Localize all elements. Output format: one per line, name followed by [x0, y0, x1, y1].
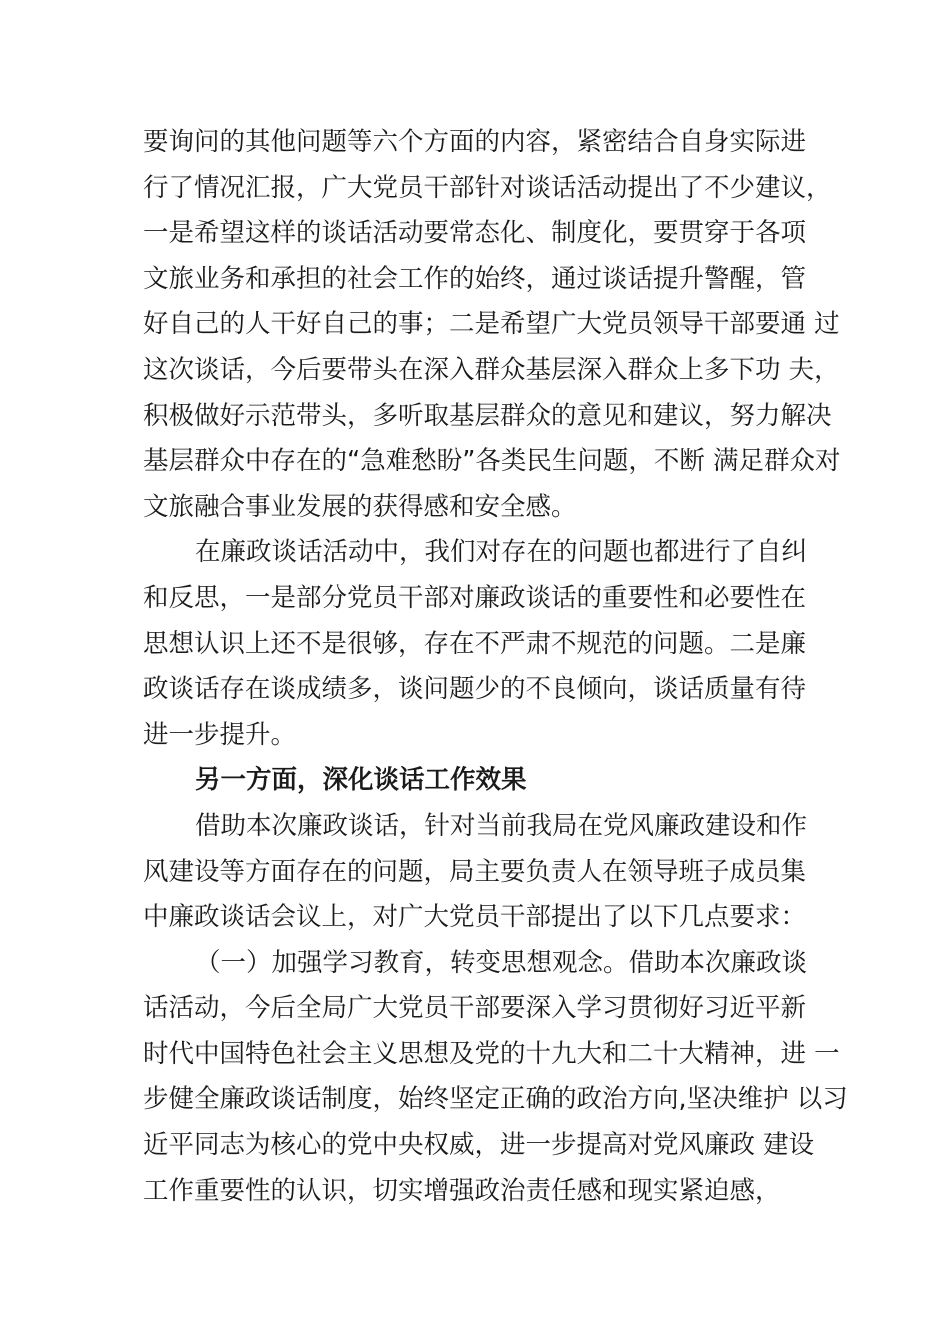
text-line: 一是希望这样的谈话活动要常态化、制度化，要贯穿于各项 [143, 218, 807, 249]
text-line: 政谈话存在谈成绩多，谈问题少的不良倾向，谈话质量有待 [143, 674, 807, 705]
text-line: 文旅融合事业发展的获得感和安全感。 [143, 491, 577, 522]
paragraph-first-line: （一）加强学习教育，转变思想观念。借助本次廉政谈 [195, 947, 808, 978]
text-line: 风建设等方面存在的问题，局主要负责人在领导班子成员集 [143, 856, 807, 887]
section-heading: 另一方面，深化谈话工作效果 [195, 765, 527, 796]
text-line: 时代中国特色社会主义思想及党的十九大和二十大精神，进 一 [143, 1038, 840, 1069]
text-line: 进一步提升。 [143, 719, 297, 750]
text-line: 文旅业务和承担的社会工作的始终，通过谈话提升警醒，管 [143, 263, 807, 294]
text-line: 近平同志为核心的党中央权威，进一步提高对党风廉政 建设 [143, 1130, 815, 1161]
text-line: 好自己的人干好自己的事；二是希望广大党员领导干部要通 过 [143, 309, 840, 340]
text-line: 思想认识上还不是很够，存在不严肃不规范的问题。二是廉 [143, 628, 807, 659]
text-line: 工作重要性的认识，切实增强政治责任感和现实紧迫感， [143, 1175, 781, 1206]
text-line: 步健全廉政谈话制度，始终坚定正确的政治方向,坚决维护 以习 [143, 1084, 848, 1115]
text-line: 积极做好示范带头，多听取基层群众的意见和建议，努力解决 [143, 400, 832, 431]
document-body [143, 120, 848, 1214]
text-line: 话活动，今后全局广大党员干部要深入学习贯彻好习近平新 [143, 993, 807, 1024]
text-line: 和反思，一是部分党员干部对廉政谈话的重要性和必要性在 [143, 582, 807, 613]
paragraph-first-line: 在廉政谈话活动中，我们对存在的问题也都进行了自纠 [195, 537, 808, 568]
text-line: 要询问的其他问题等六个方面的内容，紧密结合自身实际进 [143, 127, 807, 157]
text-line: 中廉政谈话会议上，对广大党员干部提出了以下几点要求： [143, 902, 807, 933]
paragraph-first-line: 借助本次廉政谈话，针对当前我局在党风廉政建设和作 [195, 810, 808, 841]
text-line: 行了情况汇报，广大党员干部针对谈话活动提出了不少建议， [143, 172, 832, 203]
text-line: 基层群众中存在的“急难愁盼”各类民生问题，不断 满足群众对 [143, 446, 841, 477]
text-line: 这次谈话，今后要带头在深入群众基层深入群众上多下功 夫， [143, 354, 840, 385]
